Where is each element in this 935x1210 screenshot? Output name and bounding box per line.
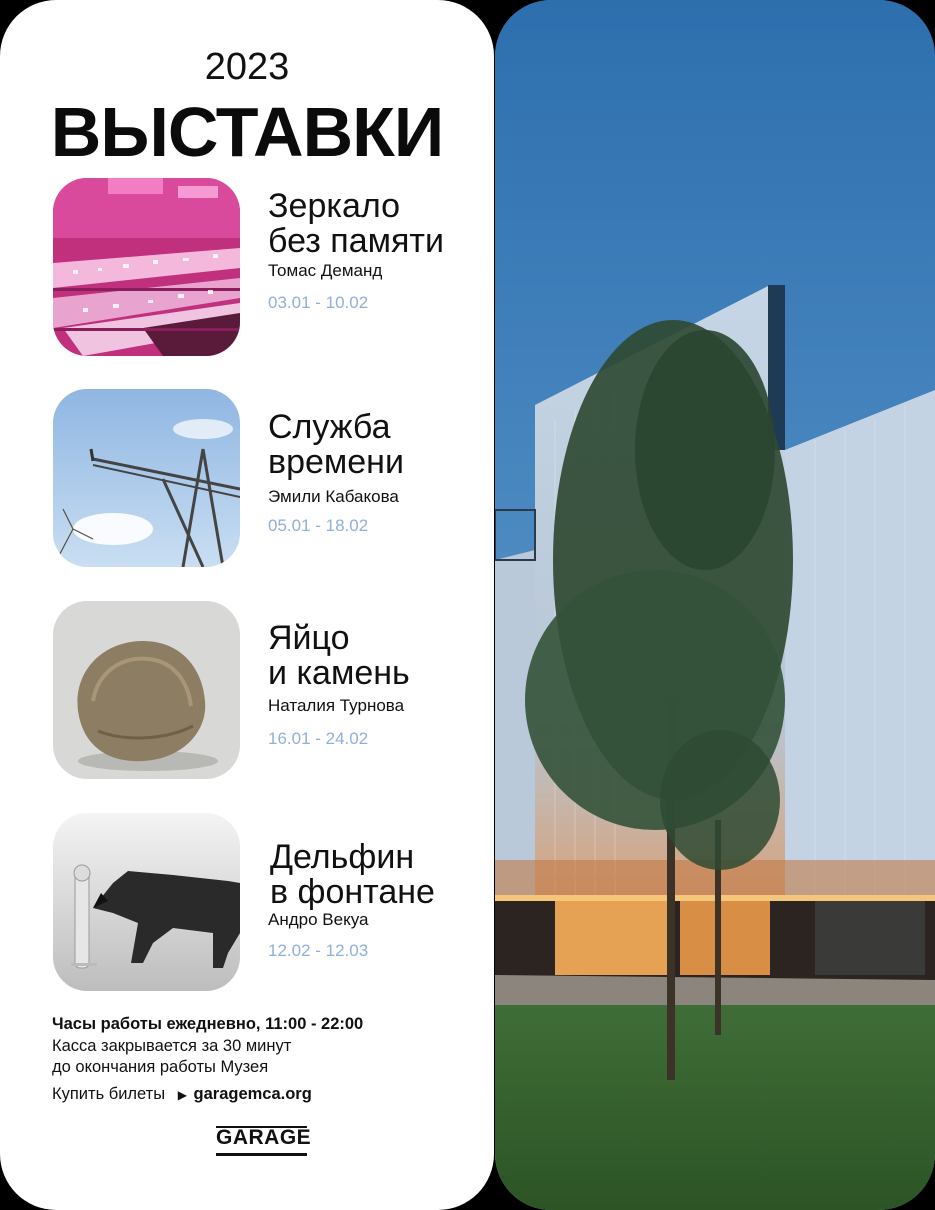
- tickets-link[interactable]: garagemca.org: [193, 1085, 312, 1103]
- exhibition-image-2[interactable]: [53, 389, 240, 567]
- opening-hours: [52, 1014, 363, 1035]
- exhibition-title-3: [268, 621, 410, 691]
- exhibition-title-line: и камень: [268, 654, 410, 692]
- exhibition-dates-2: 05.01 - 18.02: [268, 516, 369, 535]
- buy-tickets-row: [52, 1084, 312, 1106]
- exhibition-artist-2: Эмили Кабакова: [268, 487, 399, 506]
- exhibition-title-line: Яйцо: [268, 619, 350, 657]
- exhibition-artist-3: Наталия Турнова: [268, 696, 405, 715]
- exhibition-artist-1: Томас Деманд: [268, 261, 383, 280]
- box-office-note-2: до окончания работы Музея: [52, 1058, 269, 1076]
- exhibition-dates-4: 12.02 - 12.03: [268, 941, 369, 960]
- exhibition-dates-3: 16.01 - 24.02: [268, 729, 369, 748]
- garage-logo: GARAGE: [216, 1126, 312, 1149]
- exhibition-title-4: [270, 840, 435, 910]
- buy-tickets-label: Купить билеты: [52, 1085, 166, 1103]
- box-office-note: Касса закрывается за 30 минут: [52, 1037, 292, 1055]
- hours-text: Часы работы ежедневно, 11:00 - 22:00: [52, 1015, 364, 1033]
- exhibition-title-2: [268, 410, 404, 480]
- exhibition-title-line: Служба: [268, 408, 391, 446]
- page-title: ВЫСТАВКИ: [50, 93, 444, 171]
- exhibition-title-line: в фонтане: [270, 873, 435, 911]
- exhibition-title-line: Зеркало: [268, 187, 401, 225]
- year-label: 2023: [204, 46, 290, 88]
- exhibition-image-4[interactable]: [53, 813, 240, 991]
- exhibition-artist-4: Андро Векуа: [268, 910, 369, 929]
- museum-photo: [495, 0, 935, 1210]
- exhibition-dates-1: 03.01 - 10.02: [268, 293, 369, 312]
- exhibition-title-1: [268, 189, 444, 259]
- exhibition-title-line: Дельфин: [270, 838, 415, 876]
- arrow-right-icon: ▶: [177, 1088, 187, 1102]
- logo-bottom-line: [216, 1153, 307, 1156]
- exhibition-image-3[interactable]: [53, 601, 240, 779]
- exhibition-title-line: времени: [268, 443, 404, 481]
- exhibition-image-1[interactable]: [53, 178, 240, 356]
- exhibition-title-line: без памяти: [268, 222, 444, 260]
